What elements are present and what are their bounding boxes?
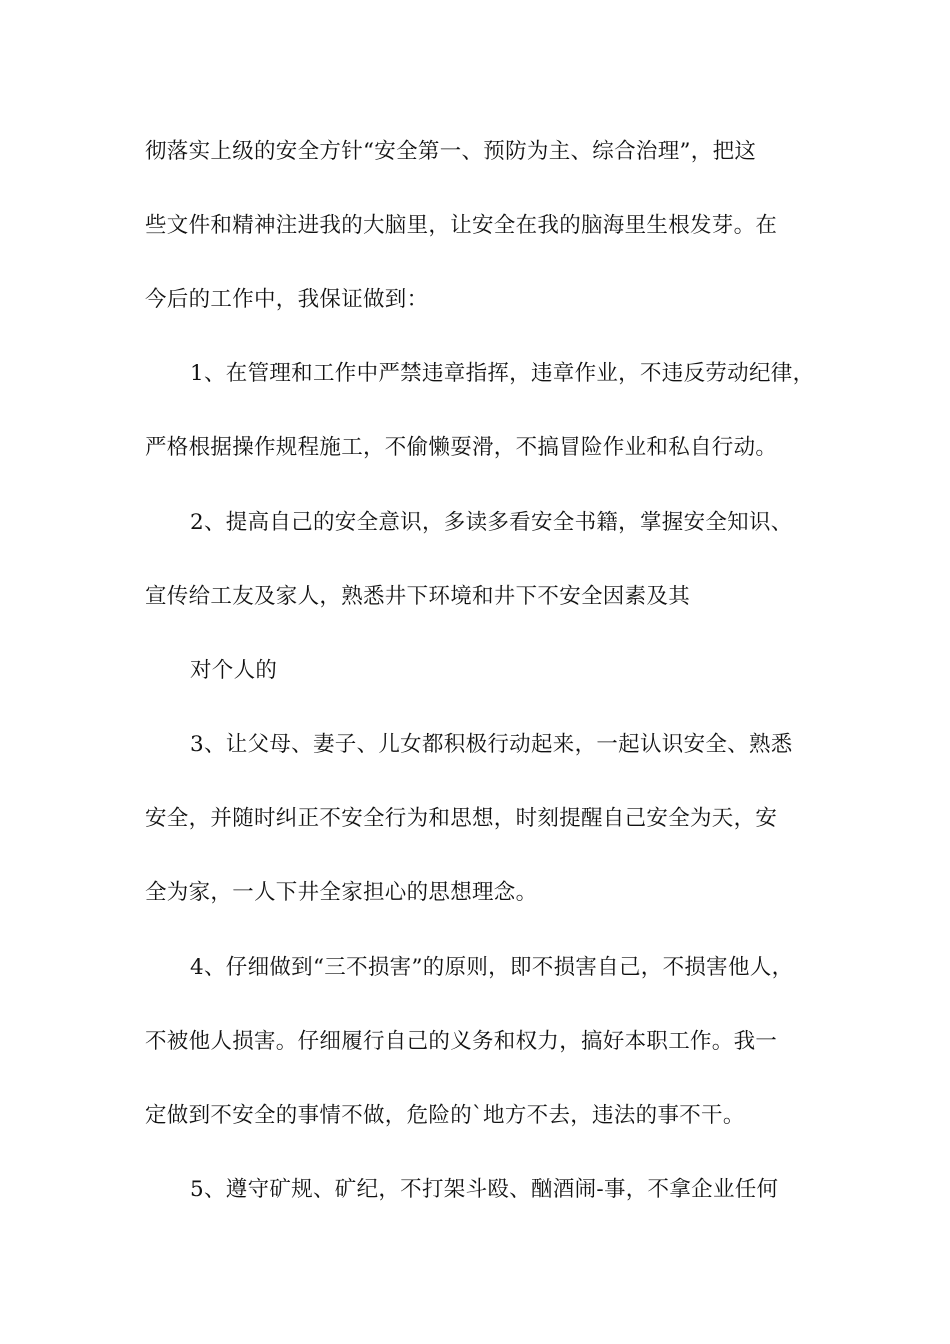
text-line: 彻落实上级的安全方针“安全第一、预防为主、综合治理”，把这 bbox=[145, 139, 757, 164]
text-line: 些文件和精神注进我的大脑里，让安全在我的脑海里生根发芽。在 bbox=[145, 213, 778, 238]
list-item-5-start: 5、遵守矿规、矿纪，不打架斗殴、酗酒闹-事，不拿企业任何 bbox=[190, 1177, 779, 1202]
list-item-2-start: 2、提高自己的安全意识，多读多看安全书籍，掌握安全知识、 bbox=[190, 510, 793, 535]
text-line: 今后的工作中，我保证做到： bbox=[145, 287, 429, 312]
text-line: 全为家，一人下井全家担心的思想理念。 bbox=[145, 880, 538, 905]
text-line-indented: 对个人的 bbox=[190, 658, 278, 683]
text-line: 不被他人损害。仔细履行自己的义务和权力，搞好本职工作。我一 bbox=[145, 1029, 778, 1054]
text-line: 安全，并随时纠正不安全行为和思想，时刻提醒自己安全为天，安 bbox=[145, 806, 778, 831]
list-item-4-start: 4、仔细做到“三不损害”的原则，即不损害自己，不损害他人， bbox=[190, 955, 794, 980]
text-line: 严格根据操作规程施工，不偷懒耍滑，不搞冒险作业和私自行动。 bbox=[145, 435, 778, 460]
text-line: 宣传给工友及家人，熟悉井下环境和井下不安全因素及其 bbox=[145, 584, 691, 609]
list-item-3-start: 3、让父母、妻子、儿女都积极行动起来，一起认识安全、熟悉 bbox=[190, 732, 793, 757]
list-item-1-start: 1、在管理和工作中严禁违章指挥，违章作业，不违反劳动纪律， bbox=[190, 361, 815, 386]
text-line: 定做到不安全的事情不做，危险的`地方不去，违法的事不干。 bbox=[145, 1103, 745, 1128]
